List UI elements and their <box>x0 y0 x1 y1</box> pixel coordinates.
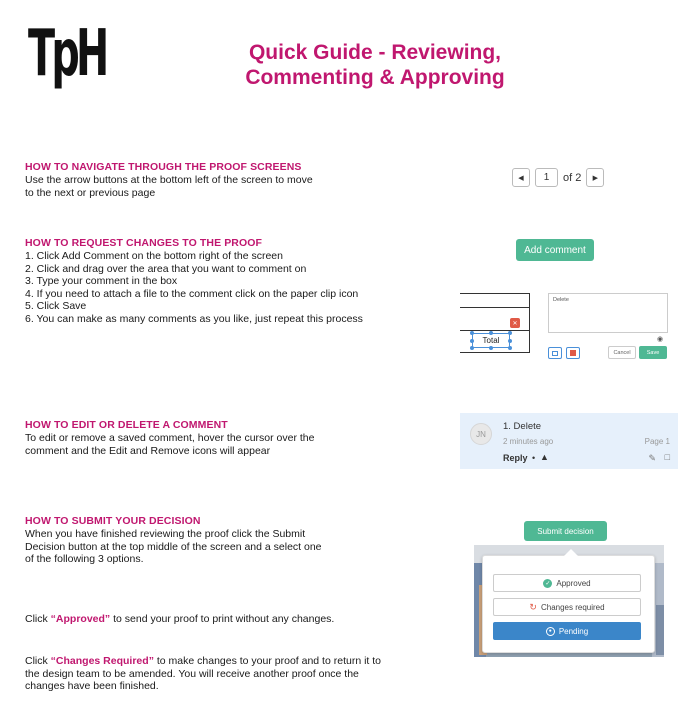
comment-timestamp: 2 minutes ago <box>503 437 554 446</box>
text-line: 4. If you need to attach a file to the comment click on the paper clip icon <box>25 287 359 300</box>
page-number-input[interactable]: 1 <box>535 168 558 187</box>
heading-submit: HOW TO SUBMIT YOUR DECISION <box>25 515 201 527</box>
approved-label: Approved <box>556 578 591 588</box>
cancel-button[interactable]: Cancel <box>608 346 636 359</box>
next-page-button[interactable] <box>586 168 604 187</box>
color-picker-icon[interactable] <box>566 347 580 359</box>
avatar: JN <box>470 423 492 445</box>
text-line: the design team to be amended. You will receive another proof once the <box>25 667 359 680</box>
text-line: 3. Type your comment in the box <box>25 275 178 287</box>
heading-request: HOW TO REQUEST CHANGES TO THE PROOF <box>25 237 263 249</box>
text-prefix: Click <box>25 655 51 667</box>
caret-right-icon: ▶ <box>592 174 599 182</box>
text-prefix: Click <box>25 613 51 625</box>
changes-emphasis: “Changes Required” <box>50 655 154 667</box>
comment-textarea[interactable]: Delete <box>548 293 668 333</box>
check-circle-icon: ✓ <box>545 580 551 587</box>
submit-text <box>25 528 322 566</box>
text-line: 2. Click and drag over the area that you want to comment on <box>25 262 307 275</box>
page-count: of 2 <box>563 171 582 184</box>
text-line: 6. You can make as many comments as you like, just repeat this process <box>25 312 363 325</box>
text-line: 5. Click Save <box>25 300 87 312</box>
heading-navigate: HOW TO NAVIGATE THROUGH THE PROOF SCREENS <box>25 161 302 173</box>
caret-left-icon: ◀ <box>518 174 524 182</box>
eye-icon[interactable]: ◉ <box>657 336 664 343</box>
text-line: To edit or remove a saved comment, hover the cursor over the <box>25 432 315 444</box>
page-title-line-1: Quick Guide - Reviewing, <box>248 41 502 64</box>
save-button[interactable]: Save <box>639 346 667 359</box>
approved-text <box>25 613 334 626</box>
decision-popup <box>482 555 655 653</box>
selection-box[interactable]: Total <box>472 333 510 348</box>
popup-arrow <box>564 549 578 556</box>
navigate-text <box>25 174 313 199</box>
trash-icon[interactable]: □ <box>664 452 670 462</box>
submit-decision-button[interactable]: Submit decision <box>524 521 607 541</box>
reply-button[interactable]: Reply <box>503 453 528 463</box>
pending-option[interactable] <box>493 622 641 640</box>
text-line: of the following 3 options. <box>25 553 144 565</box>
comment-title: 1. Delete <box>503 421 542 432</box>
page-title <box>200 40 550 90</box>
add-comment-button[interactable]: Add comment <box>516 239 594 261</box>
text-suffix: to send your proof to print without any changes. <box>110 613 335 625</box>
request-text <box>25 250 363 325</box>
edit-icon[interactable]: ✎ <box>648 453 656 463</box>
comment-card[interactable] <box>460 413 678 469</box>
changes-required-option[interactable] <box>493 598 641 616</box>
text-line: 1. Click Add Comment on the bottom right of the screen <box>25 250 283 262</box>
separator-dot: • <box>532 453 536 463</box>
comment-page: Page 1 <box>644 437 670 446</box>
text-line: to the next or previous page <box>25 186 156 199</box>
text-suffix: to make changes to your proof and to return it to <box>153 655 382 667</box>
comment-editor-illustration <box>460 290 668 366</box>
prev-page-button[interactable] <box>512 168 530 187</box>
changes-text <box>25 655 381 693</box>
heading-edit: HOW TO EDIT OR DELETE A COMMENT <box>25 419 228 431</box>
refresh-icon: ↻ <box>529 601 537 612</box>
pager <box>512 168 604 187</box>
edit-text <box>25 432 314 457</box>
text-line: Decision button at the top middle of the screen and a select one <box>25 540 322 553</box>
rectangle-tool-icon[interactable] <box>548 347 562 359</box>
text-line: changes have been finished. <box>25 680 159 692</box>
changes-required-label: Changes required <box>540 602 605 612</box>
tph-logo: TpH <box>28 17 106 91</box>
delete-icon[interactable]: ✕ <box>510 318 520 328</box>
approved-option[interactable] <box>493 574 641 592</box>
thumbs-up-icon[interactable]: ▲ <box>540 452 549 462</box>
page-title-line-2: Commenting & Approving <box>245 66 505 89</box>
text-line: When you have finished reviewing the proof click the Submit <box>25 528 306 540</box>
clock-icon: ● <box>546 627 555 636</box>
text-line: comment and the Edit and Remove icons will appear <box>25 444 271 457</box>
pending-label: Pending <box>558 626 589 636</box>
approved-emphasis: “Approved” <box>50 613 111 625</box>
text-line: Use the arrow buttons at the bottom left of the screen to move <box>25 174 313 186</box>
